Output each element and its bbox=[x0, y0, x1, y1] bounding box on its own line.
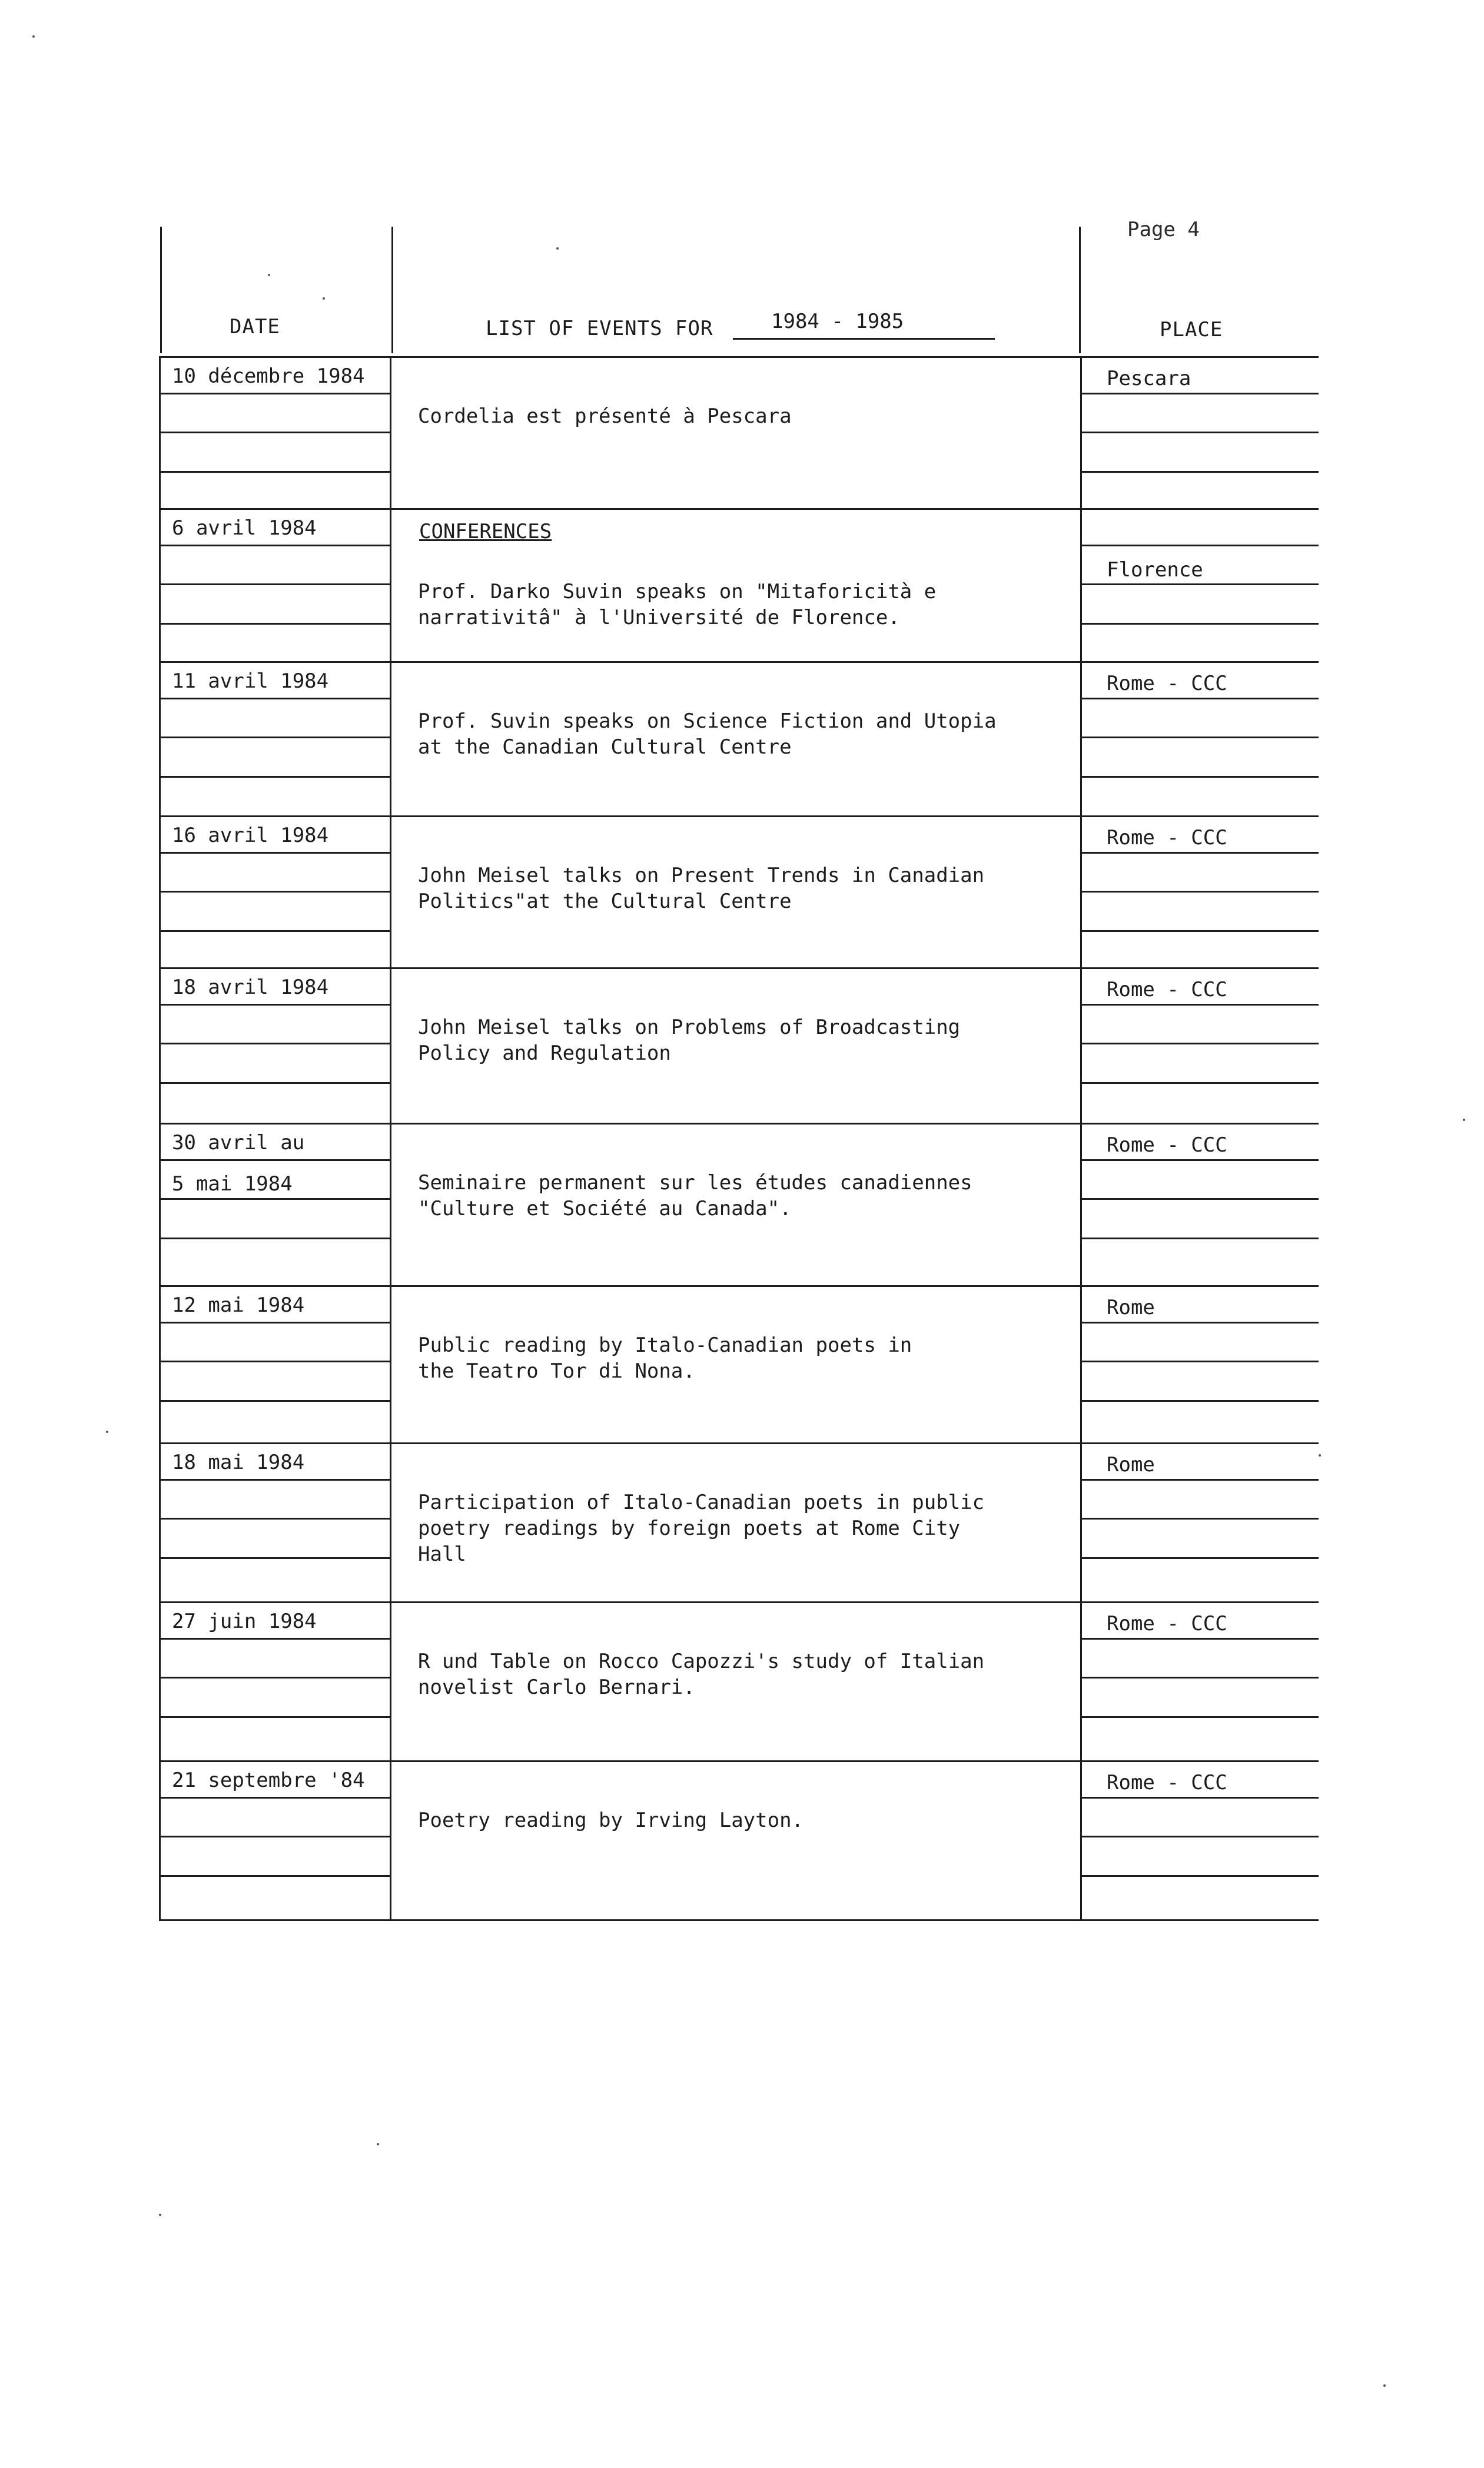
date-ruling bbox=[159, 1004, 390, 1006]
place-column-header: PLACE bbox=[1160, 318, 1223, 341]
event-place: Pescara bbox=[1107, 367, 1191, 390]
event-date-end: 5 mai 1984 bbox=[172, 1172, 293, 1196]
place-ruling bbox=[1080, 1238, 1319, 1239]
place-ruling bbox=[1080, 623, 1319, 625]
date-ruling bbox=[159, 891, 390, 893]
place-ruling bbox=[1080, 432, 1319, 433]
date-ruling bbox=[159, 471, 390, 473]
place-ruling bbox=[1080, 776, 1319, 778]
event-place: Rome - CCC bbox=[1107, 1771, 1227, 1794]
title-underline bbox=[733, 338, 995, 340]
place-ruling bbox=[1080, 1198, 1319, 1200]
place-ruling bbox=[1080, 1797, 1319, 1799]
row-top-rule bbox=[159, 1442, 1319, 1444]
place-ruling bbox=[1080, 852, 1319, 854]
event-place: Rome bbox=[1107, 1453, 1155, 1477]
row-top-rule bbox=[159, 661, 1319, 663]
scan-speck bbox=[1463, 1119, 1465, 1121]
date-ruling bbox=[159, 1198, 390, 1200]
row-mid-rule bbox=[390, 1442, 391, 1601]
event-place: Rome - CCC bbox=[1107, 1133, 1227, 1157]
header-mid-rule bbox=[391, 227, 393, 353]
row-mid-rule bbox=[390, 1760, 391, 1919]
date-ruling bbox=[159, 1238, 390, 1239]
event-date: 21 septembre '84 bbox=[172, 1769, 365, 1792]
row-right-rule bbox=[1080, 1442, 1082, 1601]
event-date: 10 décembre 1984 bbox=[172, 364, 365, 388]
row-left-rule bbox=[159, 1123, 161, 1285]
event-description: R und Table on Rocco Capozzi's study of Italian novelist Carlo Bernari. bbox=[418, 1650, 985, 1699]
row-top-rule bbox=[159, 356, 1319, 358]
date-ruling bbox=[159, 583, 390, 585]
date-ruling bbox=[159, 1082, 390, 1084]
page-number: Page 4 bbox=[1127, 218, 1200, 241]
row-mid-rule bbox=[390, 356, 391, 508]
event-description: Cordelia est présenté à Pescara bbox=[418, 404, 792, 428]
event-description: Prof. Darko Suvin speaks on "Mitaforicità e narrativitâ" à l'Université de Florence. bbox=[418, 580, 937, 629]
place-ruling bbox=[1080, 1479, 1319, 1481]
scan-speck bbox=[1319, 1454, 1321, 1457]
place-ruling bbox=[1080, 545, 1319, 546]
event-date: 11 avril 1984 bbox=[172, 669, 329, 693]
row-top-rule bbox=[159, 1760, 1319, 1762]
scan-speck bbox=[323, 297, 325, 300]
event-description: Poetry reading by Irving Layton. bbox=[418, 1809, 804, 1832]
event-description: John Meisel talks on Present Trends in Canadian Politics"at the Cultural Centre bbox=[418, 864, 985, 913]
title-prefix: LIST OF EVENTS FOR bbox=[486, 317, 713, 340]
place-ruling bbox=[1080, 1638, 1319, 1640]
event-place: Rome bbox=[1107, 1296, 1155, 1319]
row-left-rule bbox=[159, 661, 161, 815]
row-left-rule bbox=[159, 1601, 161, 1760]
row-top-rule bbox=[159, 967, 1319, 969]
date-ruling bbox=[159, 1875, 390, 1877]
row-left-rule bbox=[159, 1442, 161, 1601]
event-description: Public reading by Italo-Canadian poets in the Teatro Tor di Nona. bbox=[418, 1333, 912, 1383]
event-description: Seminaire permanent sur les études canadiennes "Culture et Société au Canada". bbox=[418, 1171, 972, 1220]
place-ruling bbox=[1080, 393, 1319, 394]
place-ruling bbox=[1080, 1875, 1319, 1877]
place-ruling bbox=[1080, 1004, 1319, 1006]
place-ruling bbox=[1080, 1361, 1319, 1362]
place-ruling bbox=[1080, 698, 1319, 699]
row-left-rule bbox=[159, 1285, 161, 1442]
event-place: Rome - CCC bbox=[1107, 1612, 1227, 1636]
row-right-rule bbox=[1080, 1285, 1082, 1442]
scan-speck bbox=[556, 247, 559, 250]
place-ruling bbox=[1080, 1082, 1319, 1084]
date-ruling bbox=[159, 393, 390, 394]
event-date: 18 mai 1984 bbox=[172, 1451, 305, 1474]
event-date: 6 avril 1984 bbox=[172, 516, 317, 540]
row-left-rule bbox=[159, 967, 161, 1123]
date-ruling bbox=[159, 698, 390, 699]
place-ruling bbox=[1080, 1836, 1319, 1837]
event-date: 16 avril 1984 bbox=[172, 824, 329, 847]
scan-speck bbox=[377, 2143, 379, 2145]
row-mid-rule bbox=[390, 1285, 391, 1442]
date-ruling bbox=[159, 1043, 390, 1044]
row-mid-rule bbox=[390, 815, 391, 967]
date-column-header: DATE bbox=[230, 315, 280, 339]
place-ruling bbox=[1080, 1518, 1319, 1520]
event-place: Florence bbox=[1107, 558, 1203, 582]
event-description: John Meisel talks on Problems of Broadcasting Policy and Regulation bbox=[418, 1016, 961, 1065]
place-ruling bbox=[1080, 891, 1319, 893]
header-left-rule bbox=[160, 227, 162, 353]
date-ruling bbox=[159, 1159, 390, 1161]
date-ruling bbox=[159, 545, 390, 546]
place-ruling bbox=[1080, 1716, 1319, 1718]
place-ruling bbox=[1080, 1400, 1319, 1402]
place-ruling bbox=[1080, 1322, 1319, 1323]
date-ruling bbox=[159, 1797, 390, 1799]
scan-speck bbox=[268, 274, 270, 276]
place-ruling bbox=[1080, 471, 1319, 473]
date-ruling bbox=[159, 1836, 390, 1837]
row-top-rule bbox=[159, 815, 1319, 817]
row-left-rule bbox=[159, 1760, 161, 1919]
row-mid-rule bbox=[390, 967, 391, 1123]
row-right-rule bbox=[1080, 1760, 1082, 1919]
event-date: 18 avril 1984 bbox=[172, 976, 329, 999]
scan-speck bbox=[159, 2214, 161, 2216]
row-top-rule bbox=[159, 508, 1319, 510]
event-place: Rome - CCC bbox=[1107, 672, 1227, 695]
date-ruling bbox=[159, 930, 390, 932]
row-mid-rule bbox=[390, 661, 391, 815]
table-bottom-rule bbox=[159, 1919, 1319, 1921]
date-ruling bbox=[159, 1479, 390, 1481]
title-years: 1984 - 1985 bbox=[771, 310, 904, 333]
date-ruling bbox=[159, 737, 390, 738]
date-ruling bbox=[159, 1361, 390, 1362]
date-ruling bbox=[159, 1557, 390, 1559]
header-right-rule bbox=[1079, 227, 1081, 353]
date-ruling bbox=[159, 1716, 390, 1718]
row-mid-rule bbox=[390, 1123, 391, 1285]
event-description: Participation of Italo-Canadian poets in public poetry readings by foreign poets at Rome City Hall bbox=[418, 1491, 985, 1566]
scan-speck bbox=[32, 35, 35, 38]
event-place: Rome - CCC bbox=[1107, 978, 1227, 1001]
row-top-rule bbox=[159, 1285, 1319, 1287]
event-date: 30 avril au bbox=[172, 1131, 305, 1155]
event-date: 27 juin 1984 bbox=[172, 1610, 317, 1633]
row-mid-rule bbox=[390, 1601, 391, 1760]
event-date: 12 mai 1984 bbox=[172, 1293, 305, 1317]
date-ruling bbox=[159, 1638, 390, 1640]
row-right-rule bbox=[1080, 1123, 1082, 1285]
date-ruling bbox=[159, 1400, 390, 1402]
scan-speck bbox=[106, 1431, 108, 1433]
place-ruling bbox=[1080, 1159, 1319, 1161]
date-ruling bbox=[159, 623, 390, 625]
date-ruling bbox=[159, 1518, 390, 1520]
date-ruling bbox=[159, 432, 390, 433]
date-ruling bbox=[159, 1322, 390, 1323]
event-heading: CONFERENCES bbox=[419, 520, 552, 543]
row-right-rule bbox=[1080, 967, 1082, 1123]
row-right-rule bbox=[1080, 661, 1082, 815]
date-ruling bbox=[159, 776, 390, 778]
place-ruling bbox=[1080, 930, 1319, 932]
place-ruling bbox=[1080, 1677, 1319, 1678]
row-top-rule bbox=[159, 1601, 1319, 1603]
date-ruling bbox=[159, 852, 390, 854]
place-ruling bbox=[1080, 583, 1319, 585]
row-top-rule bbox=[159, 1123, 1319, 1124]
scan-speck bbox=[1383, 2384, 1386, 2387]
date-ruling bbox=[159, 1677, 390, 1678]
event-place: Rome - CCC bbox=[1107, 826, 1227, 850]
place-ruling bbox=[1080, 737, 1319, 738]
row-mid-rule bbox=[390, 508, 391, 661]
row-right-rule bbox=[1080, 1601, 1082, 1760]
event-description: Prof. Suvin speaks on Science Fiction and Utopia at the Canadian Cultural Centre bbox=[418, 709, 997, 759]
place-ruling bbox=[1080, 1043, 1319, 1044]
place-ruling bbox=[1080, 1557, 1319, 1559]
